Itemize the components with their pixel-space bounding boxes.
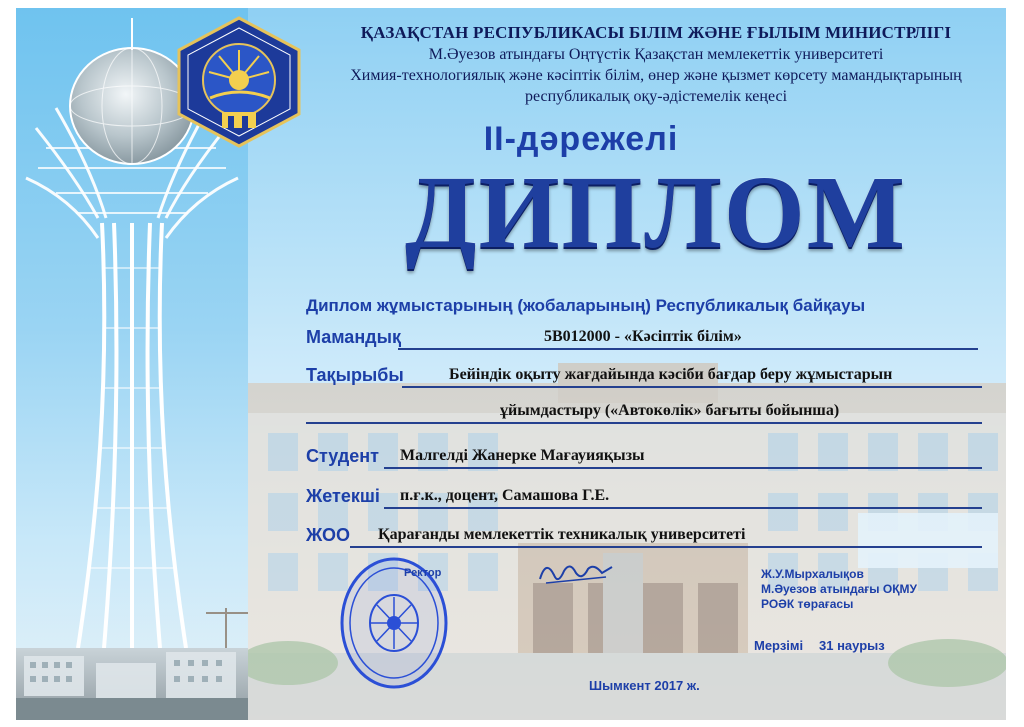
signatory-org: М.Әуезов атындағы ОҚМУ [761, 582, 917, 596]
city-year: Шымкент 2017 ж. [589, 678, 700, 693]
degree-level: II-дәрежелі [483, 120, 679, 158]
rector-label: Ректор [404, 567, 442, 579]
student-field [306, 445, 996, 469]
student-value: Малгелді Жанерке Мағауияқызы [400, 447, 645, 464]
topic-value-line-2: ұйымдастыру («Автокөлік» бағыты бойынша) [500, 402, 840, 419]
university-name: М.Әуезов атындағы Оңтүстік Қазақстан мемлекеттік университеті [428, 46, 884, 63]
competition-subtitle: Диплом жұмыстарының (жобаларының) Республикалық байқауы [306, 296, 866, 315]
specialty-label: Мамандық [306, 327, 401, 347]
specialty-value: 5В012000 - «Кәсіптік білім» [544, 328, 742, 345]
diploma-title: ДИПЛОМ [405, 155, 907, 270]
university-emblem [174, 16, 304, 148]
student-underline [384, 467, 982, 469]
signatory-name: Ж.У.Мырхалықов [761, 567, 864, 581]
signatory-role: РОӘК төрағасы [761, 597, 854, 611]
council-line-1: Химия-технологиялық және кәсіптік білім, өнер және қызмет көрсету мамандықтарының [350, 67, 962, 84]
supervisor-field [306, 485, 996, 509]
topic-field [306, 364, 996, 388]
specialty-underline [398, 348, 978, 350]
topic-label: Тақырыбы [306, 365, 404, 385]
topic-field-line-2 [306, 400, 996, 424]
diploma-sheet [16, 8, 1006, 720]
university-label: ЖОО [306, 525, 351, 545]
ministry-name: ҚАЗАҚСТАН РЕСПУБЛИКАСЫ БІЛІМ ЖӘНЕ ҒЫЛЫМ МИНИСТРЛІГІ [360, 23, 952, 42]
date-label: Мерзімі [754, 638, 804, 653]
university-value: Қарағанды мемлекеттік техникалық университеті [378, 526, 746, 543]
university-underline [350, 546, 982, 548]
signatory-block [761, 567, 917, 612]
handwritten-signature [536, 555, 616, 589]
supervisor-underline [384, 507, 982, 509]
supervisor-value: п.ғ.к., доцент, Самашова Г.Е. [400, 487, 610, 504]
date-value: 31 наурыз [819, 638, 885, 653]
topic-underline-1 [402, 386, 982, 388]
header-block [316, 22, 996, 107]
topic-underline-2 [306, 422, 982, 424]
specialty-field [306, 326, 986, 350]
topic-value-line-1: Бейіндік оқыту жағдайында кәсіби бағдар беру жұмыстарын [449, 366, 893, 383]
supervisor-label: Жетекші [306, 486, 380, 506]
council-line-2: республикалық оқу-әдістемелік кеңесі [524, 88, 788, 105]
university-field [306, 524, 996, 548]
student-label: Студент [306, 446, 379, 466]
